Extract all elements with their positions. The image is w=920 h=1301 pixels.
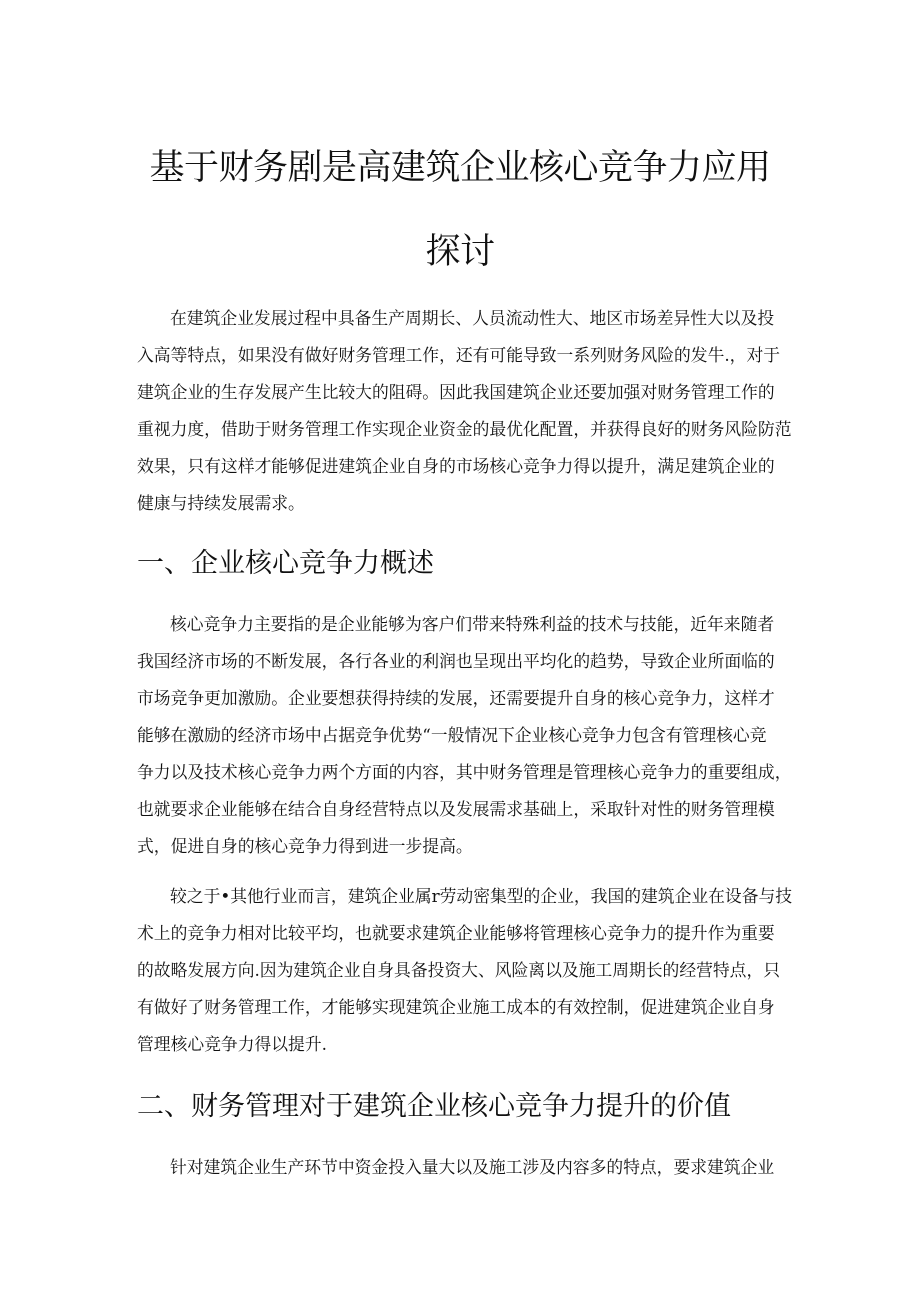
paragraph-line: 式，促进自身的核心竞争力得到进一步提高。 (137, 836, 473, 856)
section-heading-2: 二、财务管理对于建筑企业核心竞争力提升的价值 (137, 1091, 731, 1122)
paragraph-line: 入高等特点，如果没有做好财务管理工作，还有可能导致一系列财务风险的发牛.，对于 (137, 345, 781, 365)
paragraph-line: 在建筑企业发展过程中具备生产周期长、人员流动性大、地区市场差异性大以及投 (170, 308, 775, 328)
paragraph-line: 核心竞争力主要指的是企业能够为客户们带来特殊利益的技术与技能，近年来随者 (170, 614, 775, 634)
paragraph-line: 较之于•其他行业而言，建筑企业属r劳动密集型的企业，我国的建筑企业在设备与技 (170, 886, 793, 906)
paragraph-line: 针对建筑企业生产环节中资金投入量大以及施工涉及内容多的特点，要求建筑企业 (170, 1157, 775, 1177)
paragraph-line: 管理核心竞争力得以提升. (137, 1034, 327, 1054)
paragraph-line: 重视力度，借助于财务管理工作实现企业资金的最优化配置，并获得良好的财务风险防范 (137, 419, 792, 439)
paragraph-line: 的故略发展方向.因为建筑企业自身具备投资大、风险离以及施工周期长的经营特点，只 (137, 960, 781, 980)
paragraph-line: 效果，只有这样才能够促进建筑企业自身的市场核心竞争力得以提升，满足建筑企业的 (137, 456, 775, 476)
paragraph-line: 建筑企业的生存发展产生比较大的阻碍。因此我国建筑企业还要加强对财务管理工作的 (137, 382, 775, 402)
section-heading-1: 一、企业核心竞争力概述 (137, 548, 434, 579)
paragraph-line: 健康与持续发展需求。 (137, 493, 305, 513)
paragraph-line: 有做好了财务管理工作，才能够实现建筑企业施工成本的有效控制，促进建筑企业自身 (137, 997, 775, 1017)
document-title-line-1: 基于财务剧是高建筑企业核心竞争力应用 (149, 148, 771, 188)
paragraph-line: 也就要求企业能够在结合自身经营特点以及发展需求基础上，采取针对性的财务管理模 (137, 799, 775, 819)
paragraph-line: 争力以及技术核心竞争力两个方面的内容，其中财务管理是管理核心竞争力的重要组成， (137, 762, 792, 782)
paragraph-line: 术上的竞争力相对比较平均，也就要求建筑企业能够将管理核心竞争力的提升作为重要 (137, 923, 775, 943)
paragraph-line: 能够在激励的经济市场中占据竞争优势“一般情况下企业核心竞争力包含有管理核心竞 (137, 725, 767, 745)
paragraph-line: 市场竞争更加激励。企业要想获得持续的发展，还需要提升自身的核心竞争力，这样才 (137, 688, 775, 708)
document-title-line-2: 探讨 (425, 232, 495, 272)
paragraph-line: 我国经济市场的不断发展，各行各业的利润也呈现出平均化的趋势，导致企业所面临的 (137, 651, 775, 671)
